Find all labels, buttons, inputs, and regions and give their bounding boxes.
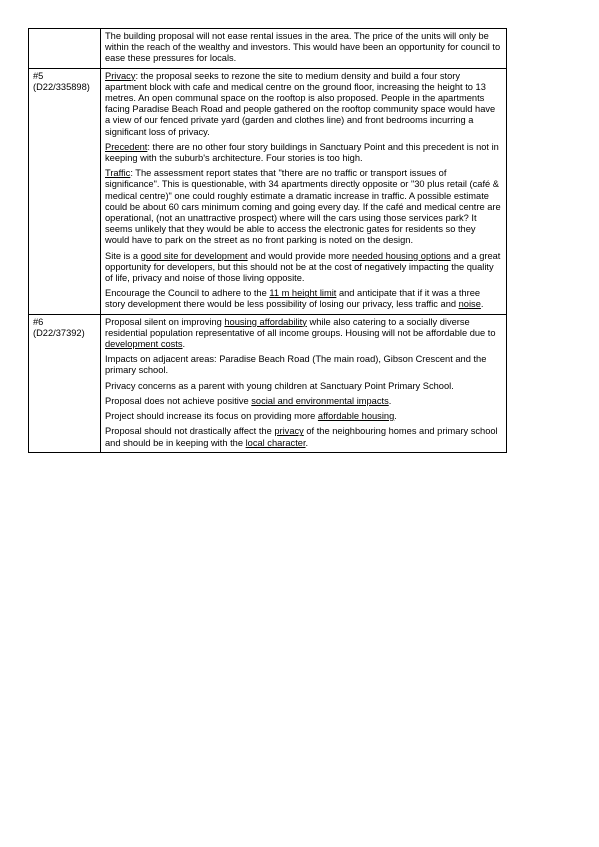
comment-paragraph [105,317,502,351]
submission-row [29,314,507,452]
submission-reference: (D22/335898) [33,81,90,92]
document-page [28,28,507,453]
comment-paragraph [105,288,502,310]
comment-paragraph [105,142,502,164]
text-run: Privacy concerns as a parent with young children at Sanctuary Point Primary School. [105,380,454,391]
text-run: and would provide more [247,250,353,261]
submission-number: #5 [33,70,44,81]
submission-id-cell [29,314,101,452]
comment-paragraph [105,381,502,392]
underlined-phrase: Privacy [105,70,136,81]
underlined-phrase: privacy [274,426,304,437]
text-run: The building proposal will not ease rental issues in the area. The price of the units will only be within the reach of the wealthy and investors. This would have been an opportunity for council to ease these pressures for locals. [105,31,501,64]
text-run: Impacts on adjacent areas: Paradise Beach Road (The main road), Gibson Crescent and the primary school. [105,354,487,376]
submission-comments-cell [101,314,507,452]
text-run: Proposal silent on improving [105,316,225,327]
comment-paragraph [105,396,502,407]
underlined-phrase: affordable housing [317,411,395,422]
comment-paragraph [105,31,502,65]
underlined-phrase: Traffic [105,168,131,179]
text-run: : The assessment report states that "there are no traffic or transport issues of significance". This is questionable, with 34 apartments directly opposite or "30 plus retail (café & medical centre)" one could roughly estimate a dramatic increase in traffic. A possible estimate could be about 60 cars minimum coming and going every day. If the café and medical centre are operational, (not an unattractive prospect) where will the cars using those services park? It seems unlikely that they would be able to access the electronic gates for residents so they would have to park on the street as no front parking is noted on the design. [105,168,501,246]
submission-number: #6 [33,316,44,327]
text-run: of the neighbouring homes and primary school and should be in keeping with the [105,426,498,448]
submission-row [29,68,507,314]
comment-paragraph [105,411,502,422]
submission-comments-cell [101,68,507,314]
text-run: . [480,299,484,310]
underlined-phrase: noise [458,299,481,310]
submission-id-cell [29,68,101,314]
text-run: : the proposal seeks to rezone the site to medium density and build a four story apartment block with cafe and medical centre on the ground floor, increasing the height to 13 metres. An open communal space on the rooftop is also proposed. People in the apartments facing Paradise Beach Road and people gathered on the rooftop community space would have a view of our fenced private yard (garden and clothes line) and front bedrooms incurring a significant loss of privacy. [105,70,496,137]
text-run: Site is a [105,250,141,261]
underlined-phrase: housing affordability [224,316,307,327]
text-run: : there are no other four story buildings in Sanctuary Point and this precedent is not in keeping with the suburb's architecture. Four stories is too high. [105,141,499,164]
comment-paragraph [105,251,502,285]
text-run: . [394,411,397,422]
submissions-table-body [29,29,507,453]
underlined-phrase: local character [245,437,306,448]
text-run: and anticipate that if it was a three story development there would be less possibility of losing our privacy, less traffic and [105,288,481,310]
underlined-phrase: needed housing options [352,250,451,261]
underlined-phrase: 11 m height limit [269,288,337,299]
text-run: . [305,437,309,448]
submission-id-cell [29,29,101,69]
comment-paragraph [105,354,502,376]
underlined-phrase: Precedent [105,141,148,152]
comment-paragraph [105,168,502,246]
text-run: . [388,395,392,406]
underlined-phrase: social and environmental impacts [251,395,389,406]
text-run: Proposal should not drastically affect the [105,426,275,437]
text-run: Encourage the Council to adhere to the [105,288,270,299]
underlined-phrase: good site for development [140,250,248,261]
comment-paragraph [105,71,502,138]
submission-reference: (D22/37392) [33,327,85,338]
text-run: . [182,339,186,350]
submissions-table [28,28,507,453]
submission-row [29,29,507,69]
comment-paragraph [105,426,502,448]
underlined-phrase: development costs [105,339,183,350]
text-run: and a great opportunity for developers, but this should not be at the cost of negatively impacting the quality of life, privacy and noise of those living opposite. [105,250,501,284]
text-run: while also catering to a socially diverse residential population representative of all income groups. Housing will not be affordable due to [105,316,496,338]
submission-comments-cell [101,29,507,69]
text-run: Project should increase its focus on providing more [105,411,318,422]
text-run: Proposal does not achieve positive [105,395,252,406]
